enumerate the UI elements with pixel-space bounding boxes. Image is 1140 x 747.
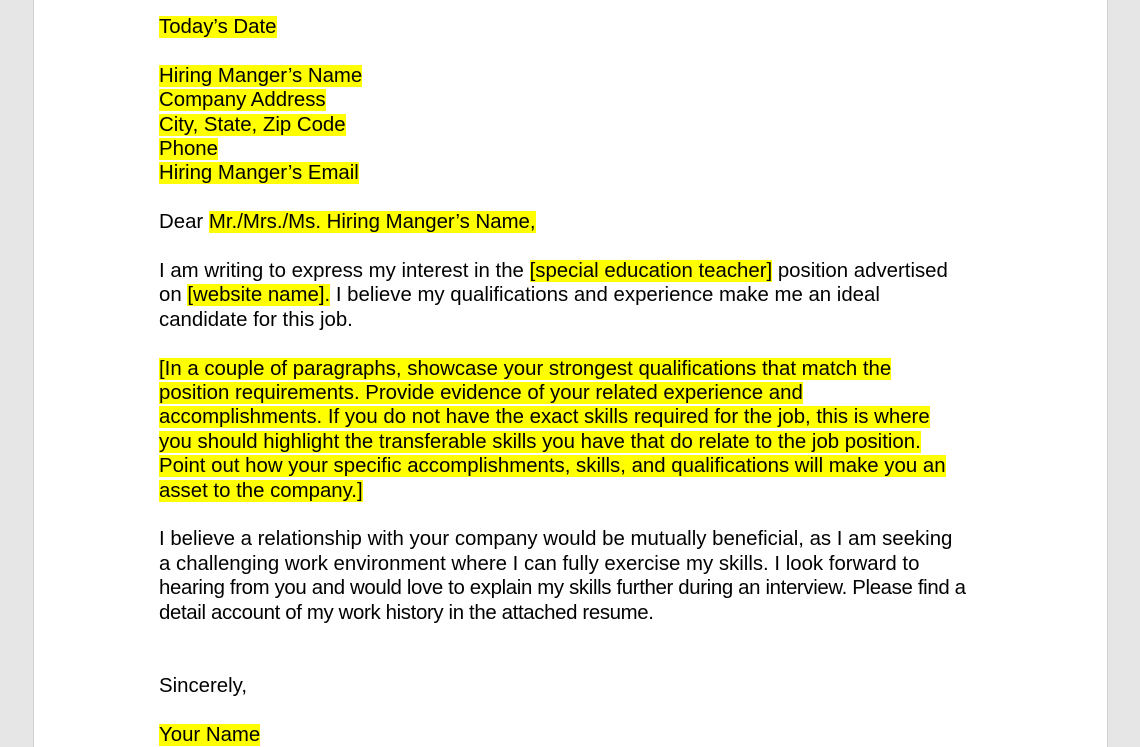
body-placeholder-line: accomplishments. If you do not have the exact skills required for the job, this is where: [159, 406, 930, 429]
closing-line: I believe a relationship with your company would be mutually beneficial, as I am seeking: [159, 528, 953, 551]
position-placeholder: [special education teacher]: [529, 260, 773, 283]
recipient-block: [159, 64, 999, 186]
salutation-prefix: Dear: [159, 211, 209, 234]
body-placeholder-line: asset to the company.]: [159, 479, 363, 502]
recipient-name: Hiring Manger’s Name: [159, 64, 363, 87]
closing-paragraph: [159, 527, 999, 625]
recipient-city: City, State, Zip Code: [159, 113, 346, 136]
intro-text: on: [159, 284, 188, 307]
date-line: [159, 15, 999, 39]
salutation: [159, 210, 999, 234]
intro-text: I am writing to express my interest in the: [159, 260, 530, 283]
salutation-name: Mr./Mrs./Ms. Hiring Manger’s Name,: [208, 211, 536, 234]
closing-line: a challenging work environment where I can fully exercise my skills. I look forward to: [159, 552, 920, 575]
intro-text: I believe my qualifications and experience make me an ideal: [330, 284, 880, 307]
closing-line: detail account of my work history in the attached resume.: [159, 601, 654, 624]
closing-line: hearing from you and would love to explain my skills further during an interview. Please find a: [159, 577, 966, 600]
recipient-email: Hiring Manger’s Email: [159, 162, 359, 185]
intro-paragraph: [159, 259, 999, 332]
recipient-phone: Phone: [159, 138, 218, 161]
signoff: Sincerely,: [159, 674, 248, 697]
body-placeholder-line: position requirements. Provide evidence of your related experience and: [159, 382, 803, 405]
intro-text: candidate for this job.: [159, 308, 353, 331]
intro-text: position advertised: [772, 260, 948, 283]
body-placeholder-line: Point out how your specific accomplishments, skills, and qualifications will make you an: [159, 455, 946, 478]
document-page: [33, 0, 1108, 747]
recipient-address: Company Address: [159, 89, 326, 112]
website-placeholder: [website name].: [187, 284, 331, 307]
body-placeholder-line: [In a couple of paragraphs, showcase your strongest qualifications that match the: [159, 357, 892, 380]
body-placeholder-line: you should highlight the transferable skills you have that do relate to the job position.: [159, 430, 921, 453]
letter-body: [159, 15, 999, 747]
date-placeholder: Today’s Date: [159, 16, 277, 38]
signature-line: [159, 723, 999, 747]
body-placeholder-paragraph: [159, 357, 999, 503]
signature-placeholder: Your Name: [159, 723, 261, 746]
